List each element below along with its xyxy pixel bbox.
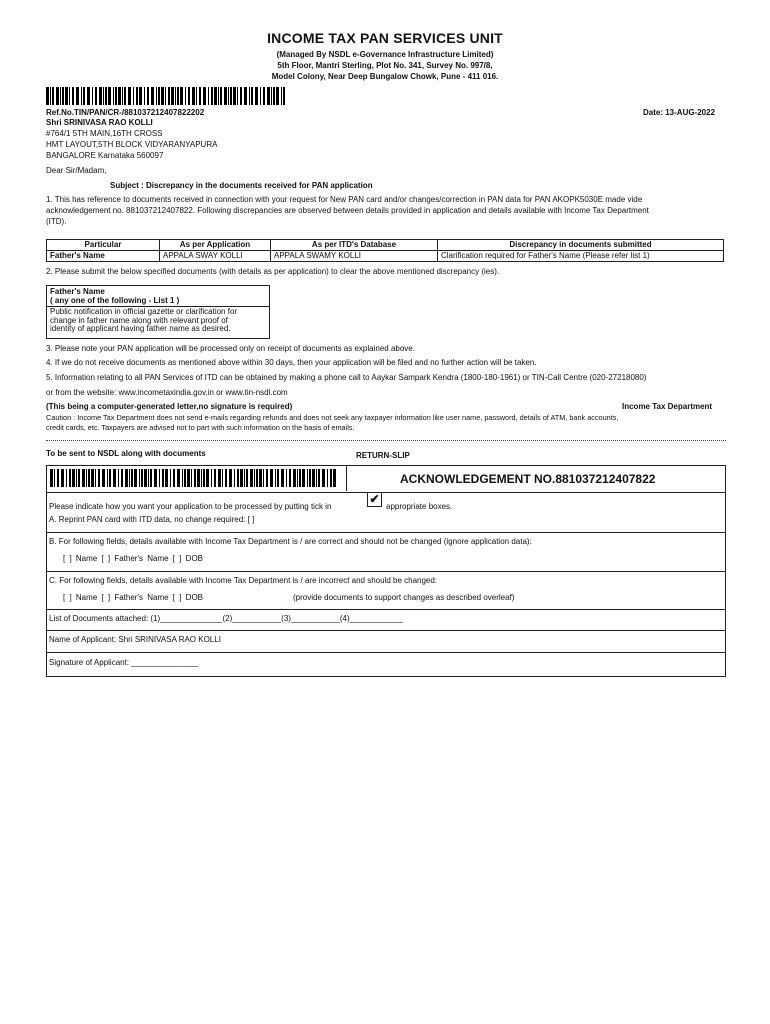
address-line-1: #764/1 5TH MAIN,16TH CROSS [46, 129, 163, 138]
reference-number: Ref.No.TIN/PAN/CR-/881037212407822202 [46, 108, 205, 117]
caution-line-2: credit cards, etc. Taxpayers are advised not to part with such information on the basis of emails. [46, 423, 355, 432]
cut-line [46, 440, 726, 441]
column-header: As per ITD's Database [271, 240, 438, 251]
table-row [47, 251, 724, 262]
subject-line: Subject : Discrepancy in the documents received for PAN application [110, 181, 373, 190]
option-c-fields[interactable]: [ ] Name [ ] Father's Name [ ] DOB [63, 593, 204, 602]
salutation: Dear Sir/Madam, [46, 166, 107, 175]
return-slip-box [46, 465, 726, 677]
option-c-note: (provide documents to support changes as described overleaf) [293, 593, 515, 602]
list-heading: Father's Name [50, 287, 105, 296]
acknowledgement-number: ACKNOWLEDGEMENT NO.881037212407822 [400, 472, 656, 486]
department-signoff: Income Tax Department [622, 402, 713, 411]
page-title: INCOME TAX PAN SERVICES UNIT [267, 30, 503, 46]
paragraph-1-line-1: 1. This has reference to documents received in connection with your request for New PAN card and/or changes/correction in PAN data for PAN AKOPK5030E made vide [46, 195, 643, 204]
checkbox-tick-icon: ✔ [367, 492, 382, 507]
letter-date: Date: 13-AUG-2022 [643, 108, 716, 117]
table-cell: APPALA SWAMY KOLLI [271, 251, 438, 262]
option-c: C. For following fields, details available with Income Tax Department is / are incorrect and should be changed: [49, 576, 438, 585]
option-b-fields[interactable]: [ ] Name [ ] Father's Name [ ] DOB [63, 554, 204, 563]
table-cell: APPALA SWAY KOLLI [160, 251, 271, 262]
column-header: Particular [47, 240, 160, 251]
address-line-2: HMT LAYOUT,5TH BLOCK VIDYARANYAPURA [46, 140, 218, 149]
paragraph-1-line-2: acknowledgement no. 881037212407822. Following discrepancies are observed between details provided in application and details available with Income Tax Department [46, 206, 649, 215]
return-slip-label: RETURN-SLIP [356, 451, 410, 460]
list-item: Public notification in official gazette or clarification for [50, 307, 238, 316]
send-instruction: To be sent to NSDL along with documents [46, 449, 206, 458]
applicant-signature[interactable]: Signature of Applicant: _______________ [49, 658, 199, 667]
caution-line-1: Caution : Income Tax Department does not send e-mails regarding refunds and does not seek any taxpayer information like user name, password, details of ATM, bank accounts, [46, 413, 619, 422]
paragraph-5-line-2: or from the website: www.incometaxindia.gov.in or www.tin-nsdl.com [46, 388, 288, 397]
paragraph-4: 4. If we do not receive documents as mentioned above within 30 days, then your application will be filed and no further action will be taken. [46, 358, 537, 367]
paragraph-2: 2. Please submit the below specified documents (with details as per application) to clear the above mentioned discrepancy (ies). [46, 267, 500, 276]
documents-attached[interactable]: List of Documents attached: (1)______________(2)___________(3)___________(4)____________ [49, 614, 404, 623]
tick-instruction-end: appropriate boxes. [386, 502, 453, 511]
tick-instruction: Please indicate how you want your application to be processed by putting tick in [49, 502, 332, 511]
list-item: identity of applicant having father name as desired. [50, 324, 231, 333]
applicant-name: Name of Applicant: Shri SRINIVASA RAO KOLLI [49, 635, 221, 644]
list-item: change in father name along with relevant proof of [50, 315, 228, 325]
column-header: Discrepancy in documents submitted [438, 240, 724, 251]
table-cell: Clarification required for Father's Name (Please refer list 1) [438, 251, 724, 262]
header-line-2: 5th Floor, Mantri Sterling, Plot No. 341, Survey No. 997/8, [277, 61, 493, 70]
option-a[interactable]: A. Reprint PAN card with ITD data, no change required: [ ] [49, 515, 255, 524]
document-list-box [46, 285, 270, 339]
discrepancy-table [46, 239, 724, 262]
option-b: B. For following fields, details available with Income Tax Department is / are correct and should not be changed (ignore application data): [49, 537, 532, 546]
header-line-1: (Managed By NSDL e-Governance Infrastructure Limited) [276, 50, 494, 59]
column-header: As per Application [160, 240, 271, 251]
barcode-slip [50, 469, 340, 487]
address-line-3: BANGALORE Karnataka 560097 [46, 151, 164, 160]
barcode-top [46, 87, 286, 105]
paragraph-1-line-3: (ITD). [46, 217, 67, 226]
header-line-3: Model Colony, Near Deep Bungalow Chowk, Pune - 411 016. [271, 72, 499, 81]
paragraph-5-line-1: 5. Information relating to all PAN Services of ITD can be obtained by making a phone call to Aaykar Sampark Kendra (1800-180-1961) or TIN-Call Centre (020-27218080) [46, 373, 647, 382]
computer-generated-note: (This being a computer-generated letter,no signature is required) [46, 402, 293, 411]
table-cell: Father's Name [47, 251, 160, 262]
list-subheading: ( any one of the following - List 1 ) [50, 296, 180, 305]
addressee-name: Shri SRINIVASA RAO KOLLI [46, 118, 153, 127]
table-header-row [47, 240, 724, 251]
paragraph-3: 3. Please note your PAN application will be processed only on receipt of documents as explained above. [46, 344, 415, 353]
